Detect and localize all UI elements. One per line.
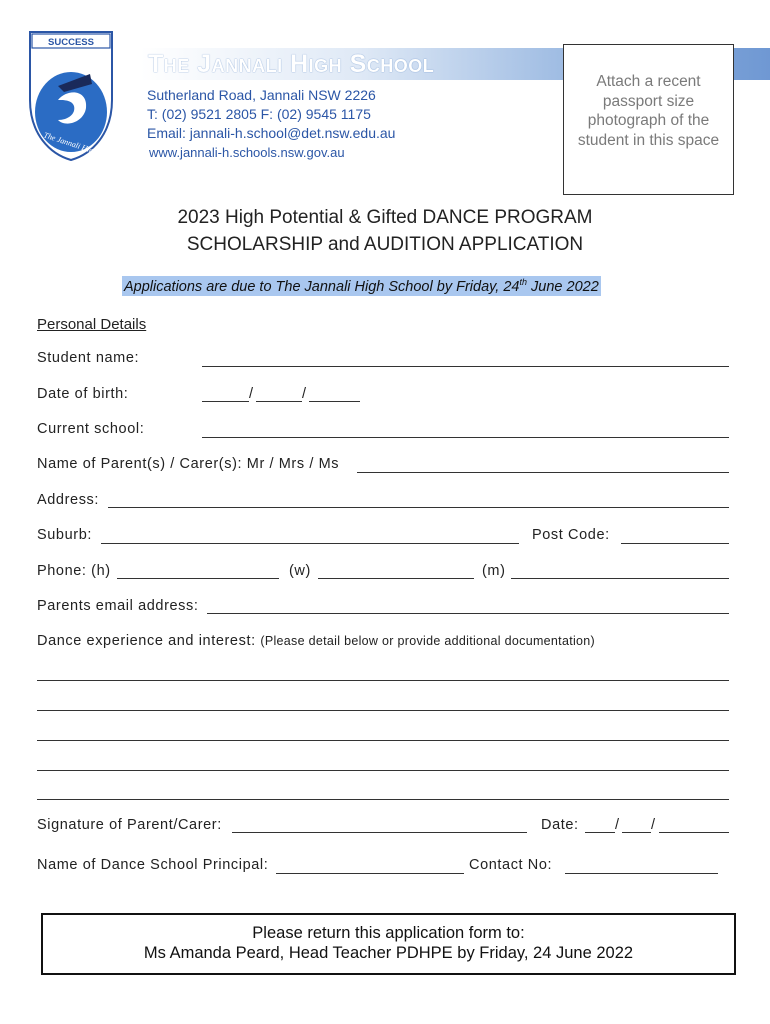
contact-label: Contact No:: [469, 857, 553, 873]
signature-field[interactable]: [232, 832, 527, 833]
school-crest-logo: [28, 30, 114, 162]
principal-field[interactable]: [276, 873, 464, 874]
date-day-field[interactable]: [585, 832, 615, 833]
dance-experience-line[interactable]: [37, 740, 729, 741]
date-separator: /: [615, 817, 620, 833]
logo-top-text: SUCCESS: [48, 37, 94, 48]
parent-email-label: Parents email address:: [37, 598, 199, 614]
phone-home-label: Phone: (h): [37, 563, 111, 579]
dance-experience-line[interactable]: [37, 710, 729, 711]
date-label: Date:: [541, 817, 579, 833]
date-year-field[interactable]: [659, 832, 729, 833]
dance-experience-line[interactable]: [37, 799, 729, 800]
suburb-label: Suburb:: [37, 527, 92, 543]
school-website[interactable]: www.jannali-h.schools.nsw.gov.au: [149, 145, 345, 160]
dance-experience-label: Dance experience and interest: (Please detail below or provide additional documentation): [37, 633, 596, 649]
dob-day-field[interactable]: [202, 401, 249, 402]
principal-label: Name of Dance School Principal:: [37, 857, 269, 873]
signature-label: Signature of Parent/Carer:: [37, 817, 222, 833]
address-label: Address:: [37, 492, 100, 508]
phone-mobile-label: (m): [482, 563, 506, 579]
logo-bottom-text: The Jannali High: [42, 130, 99, 157]
contact-field[interactable]: [565, 873, 718, 874]
return-line1: Please return this application form to:: [252, 924, 525, 942]
photo-box-text: Attach a recent passport size photograph of the student in this space: [577, 73, 720, 149]
dob-year-field[interactable]: [309, 401, 360, 402]
dance-experience-note: (Please detail below or provide additional documentation): [260, 634, 596, 648]
post-code-field[interactable]: [621, 543, 729, 544]
return-instructions-box: [41, 913, 736, 975]
form-title-line2: SCHOLARSHIP and AUDITION APPLICATION: [186, 234, 584, 255]
return-line2: Ms Amanda Peard, Head Teacher PDHPE by Friday, 24 June 2022: [143, 944, 634, 962]
form-title-line1: 2023 High Potential & Gifted DANCE PROGRAM: [177, 207, 593, 228]
personal-details-heading: Personal Details: [37, 316, 147, 333]
post-code-label: Post Code:: [532, 527, 610, 543]
photo-placeholder-box[interactable]: [563, 44, 734, 195]
dob-month-field[interactable]: [256, 401, 302, 402]
school-email: Email: jannali-h.school@det.nsw.edu.au: [147, 125, 396, 141]
dance-experience-line[interactable]: [37, 770, 729, 771]
due-date-notice: Applications are due to The Jannali High School by Friday, 24th June 2022: [124, 277, 599, 295]
current-school-field[interactable]: [202, 437, 729, 438]
parent-name-label: Name of Parent(s) / Carer(s): Mr / Mrs / Ms: [37, 456, 340, 472]
address-field[interactable]: [108, 507, 729, 508]
school-address: Sutherland Road, Jannali NSW 2226: [147, 87, 376, 103]
dance-experience-line[interactable]: [37, 680, 729, 681]
dob-separator: /: [249, 386, 254, 402]
date-month-field[interactable]: [622, 832, 651, 833]
phone-home-field[interactable]: [117, 578, 279, 579]
parent-name-field[interactable]: [357, 472, 729, 473]
phone-work-label: (w): [289, 563, 311, 579]
phone-work-field[interactable]: [318, 578, 474, 579]
school-phone: T: (02) 9521 2805 F: (02) 9545 1175: [147, 106, 371, 122]
dob-separator: /: [302, 386, 307, 402]
school-name: The Jannali High School: [148, 50, 435, 78]
parent-email-field[interactable]: [207, 613, 729, 614]
date-separator: /: [651, 817, 656, 833]
phone-mobile-field[interactable]: [511, 578, 729, 579]
student-name-field[interactable]: [202, 366, 729, 367]
suburb-field[interactable]: [101, 543, 519, 544]
dob-label: Date of birth:: [37, 386, 129, 402]
current-school-label: Current school:: [37, 421, 145, 437]
student-name-label: Student name:: [37, 350, 140, 366]
